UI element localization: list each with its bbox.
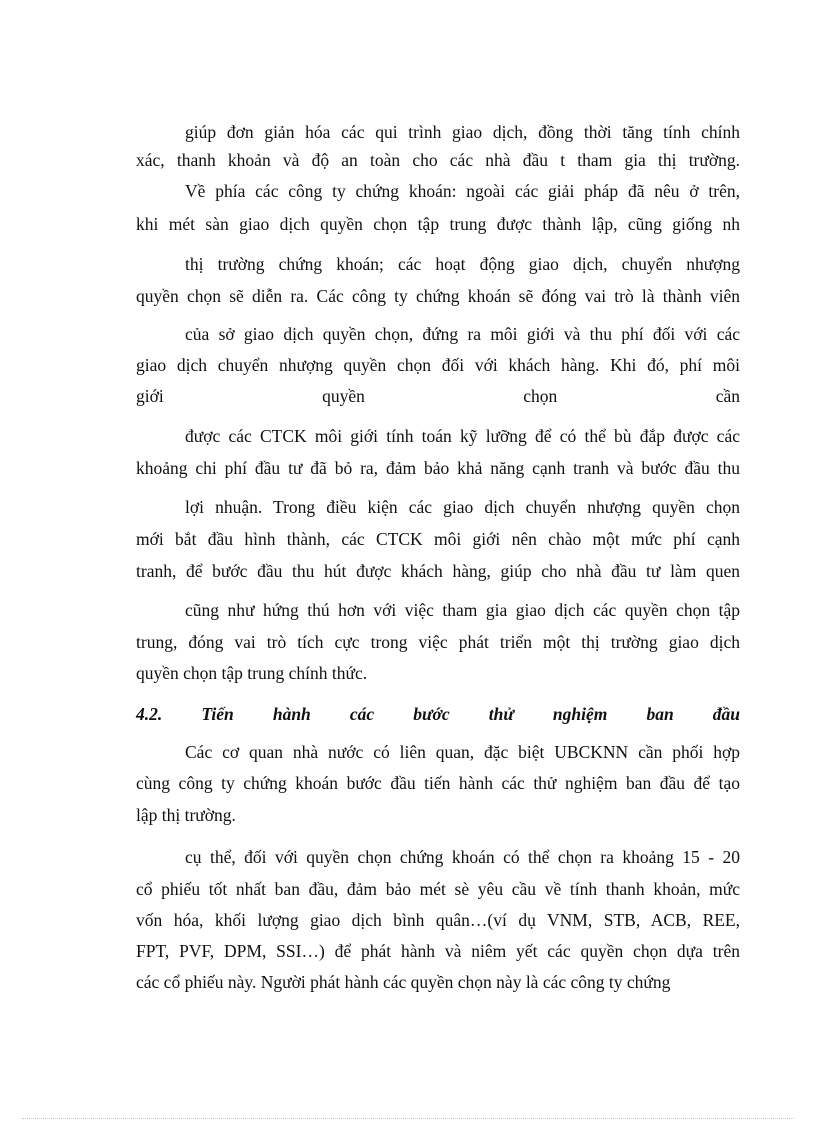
text-line: khoảng chi phí đầu tư đã bỏ ra, đảm bảo khả năng cạnh tranh và bước đầu thu xyxy=(136,458,740,478)
text-line: cũng như hứng thú hơn với việc tham gia giao dịch các quyền chọn tập xyxy=(185,600,740,620)
text-line: trung, đóng vai trò tích cực trong việc phát triển một thị trường giao dịch xyxy=(136,632,740,652)
text-line: quyền chọn sẽ diễn ra. Các công ty chứng khoán sẽ đóng vai trò là thành viên xyxy=(136,286,740,306)
text-line: vốn hóa, khối lượng giao dịch bình quân…(ví dụ VNM, STB, ACB, REE, xyxy=(136,910,740,930)
text-line: quyền chọn tập trung chính thức. xyxy=(136,663,368,683)
text-line: cụ thể, đối với quyền chọn chứng khoán có thể chọn ra khoảng 15 - 20 xyxy=(185,847,740,867)
text-line: lập thị trường. xyxy=(136,805,236,825)
text-line: của sở giao dịch quyền chọn, đứng ra môi giới và thu phí đối với các xyxy=(185,324,740,344)
text-line: lợi nhuận. Trong điều kiện các giao dịch chuyển nhượng quyền chọn xyxy=(185,497,740,517)
text-line: cùng công ty chứng khoán bước đầu tiến hành các thử nghiệm ban đầu để tạo xyxy=(136,773,740,793)
text-line: giới quyền chọn cần xyxy=(136,386,740,406)
text-line: được các CTCK môi giới tính toán kỹ lưỡng để có thể bù đắp được các xyxy=(185,426,740,446)
text-line: Về phía các công ty chứng khoán: ngoài các giải pháp đã nêu ở trên, xyxy=(185,181,740,201)
footer-rule xyxy=(22,1118,794,1119)
text-line: FPT, PVF, DPM, SSI…) để phát hành và niêm yết các quyền chọn dựa trên xyxy=(136,941,740,961)
text-line: Các cơ quan nhà nước có liên quan, đặc biệt UBCKNN cần phối hợp xyxy=(185,742,740,762)
text-line: thị trường chứng khoán; các hoạt động giao dịch, chuyển nhượng xyxy=(185,254,740,274)
text-line: xác, thanh khoản và độ an toàn cho các nhà đầu t tham gia thị trường. xyxy=(136,150,740,170)
text-line: mới bắt đầu hình thành, các CTCK môi giới nên chào một mức phí cạnh xyxy=(136,529,740,549)
section-heading: 4.2. Tiến hành các bước thử nghiệm ban đầu xyxy=(136,704,740,724)
text-line: cổ phiếu tốt nhất ban đầu, đảm bảo mét sè yêu cầu về tính thanh khoản, mức xyxy=(136,879,740,899)
text-line: giao dịch chuyển nhượng quyền chọn đối với khách hàng. Khi đó, phí môi xyxy=(136,355,740,375)
text-line: giúp đơn giản hóa các qui trình giao dịch, đồng thời tăng tính chính xyxy=(185,122,740,142)
text-line: các cổ phiếu này. Người phát hành các quyền chọn này là các công ty chứng xyxy=(136,972,671,992)
text-line: khi mét sàn giao dịch quyền chọn tập trung được thành lập, cũng giống nh xyxy=(136,214,740,234)
text-line: tranh, để bước đầu thu hút được khách hàng, giúp cho nhà đầu tư làm quen xyxy=(136,561,740,581)
